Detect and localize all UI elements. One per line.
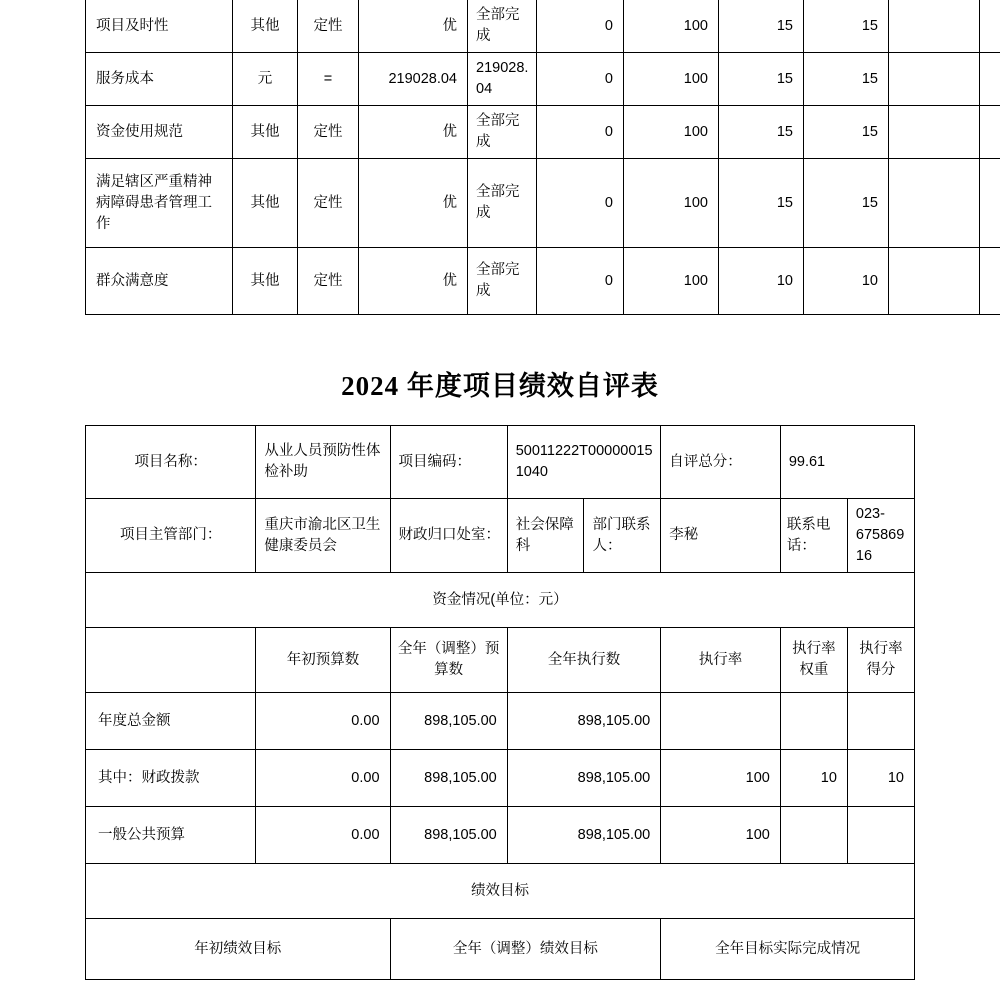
project-self-assessment-table: [85, 425, 915, 980]
indicator-target: 优: [359, 159, 468, 248]
indicator-name: 资金使用规范: [86, 106, 233, 159]
funds-col-weight: 执行率权重: [780, 628, 847, 693]
indicator-blank-2: [980, 53, 1000, 106]
table-row: [86, 248, 1000, 315]
funds-col-blank: [86, 628, 256, 693]
funds-row: [86, 693, 915, 750]
performance-indicator-table: [85, 0, 1000, 315]
fiscal-office-label: 财政归口处室：: [390, 499, 507, 573]
funds-rate: [661, 693, 781, 750]
funds-row-label: 一般公共预算: [86, 807, 256, 864]
indicator-name: 项目及时性: [86, 0, 233, 53]
funds-row-label: 其中：财政拨款: [86, 750, 256, 807]
funds-rate: 100: [661, 750, 781, 807]
indicator-blank-2: [980, 159, 1000, 248]
funds-row: [86, 807, 915, 864]
goals-section-title: 绩效目标: [86, 864, 915, 919]
self-score-value: 99.61: [780, 426, 914, 499]
funds-score: 10: [847, 750, 914, 807]
phone-value: 023-67586916: [847, 499, 914, 573]
funds-col-executed: 全年执行数: [507, 628, 660, 693]
indicator-unit: 其他: [233, 0, 298, 53]
funds-header-row: [86, 628, 915, 693]
indicator-actual: 219028.04: [468, 53, 537, 106]
indicator-rate: 100: [624, 0, 719, 53]
indicator-deviation: 0: [537, 248, 624, 315]
indicator-target: 219028.04: [359, 53, 468, 106]
indicator-deviation: 0: [537, 53, 624, 106]
funds-col-begin: 年初预算数: [256, 628, 390, 693]
funds-weight: 10: [780, 750, 847, 807]
indicator-target: 优: [359, 0, 468, 53]
funds-weight: [780, 807, 847, 864]
indicator-weight: 15: [719, 0, 804, 53]
project-code-value: 50011222T000000151040: [507, 426, 660, 499]
indicator-rate: 100: [624, 53, 719, 106]
indicator-blank-1: [889, 159, 980, 248]
goals-col-actual: 全年目标实际完成情况: [661, 919, 915, 980]
table-row: [86, 0, 1000, 53]
indicator-blank-2: [980, 106, 1000, 159]
indicator-score: 15: [804, 159, 889, 248]
indicator-unit: 其他: [233, 106, 298, 159]
indicator-deviation: 0: [537, 106, 624, 159]
table-row: [86, 106, 1000, 159]
indicator-actual: 全部完成: [468, 248, 537, 315]
funds-adjusted: 898,105.00: [390, 750, 507, 807]
funds-begin: 0.00: [256, 807, 390, 864]
indicator-blank-1: [889, 106, 980, 159]
indicator-weight: 15: [719, 159, 804, 248]
funds-col-adjusted: 全年（调整）预算数: [390, 628, 507, 693]
funds-row: [86, 750, 915, 807]
table-row: [86, 53, 1000, 106]
project-name-value: 从业人员预防性体检补助: [256, 426, 390, 499]
funds-rate: 100: [661, 807, 781, 864]
funds-section-header-row: [86, 573, 915, 628]
indicator-blank-1: [889, 248, 980, 315]
funds-adjusted: 898,105.00: [390, 693, 507, 750]
funds-executed: 898,105.00: [507, 750, 660, 807]
indicator-score: 15: [804, 0, 889, 53]
funds-col-rate: 执行率: [661, 628, 781, 693]
indicator-type: =: [298, 53, 359, 106]
indicator-name: 群众满意度: [86, 248, 233, 315]
indicator-target: 优: [359, 106, 468, 159]
indicator-rate: 100: [624, 106, 719, 159]
contact-value: 李秘: [661, 499, 781, 573]
funds-weight: [780, 693, 847, 750]
indicator-type: 定性: [298, 0, 359, 53]
indicator-target: 优: [359, 248, 468, 315]
funds-adjusted: 898,105.00: [390, 807, 507, 864]
indicator-score: 15: [804, 53, 889, 106]
goals-section-header-row: [86, 864, 915, 919]
indicator-blank-1: [889, 0, 980, 53]
project-info-row: [86, 426, 915, 499]
funds-col-score: 执行率得分: [847, 628, 914, 693]
contact-label: 部门联系人：: [584, 499, 661, 573]
indicator-rate: 100: [624, 248, 719, 315]
indicator-rate: 100: [624, 159, 719, 248]
department-value: 重庆市渝北区卫生健康委员会: [256, 499, 390, 573]
funds-score: [847, 807, 914, 864]
table-row: [86, 159, 1000, 248]
indicator-unit: 其他: [233, 159, 298, 248]
indicator-blank-2: [980, 0, 1000, 53]
indicator-weight: 15: [719, 106, 804, 159]
funds-score: [847, 693, 914, 750]
project-name-label: 项目名称：: [86, 426, 256, 499]
indicator-weight: 15: [719, 53, 804, 106]
indicator-score: 10: [804, 248, 889, 315]
indicator-unit: 其他: [233, 248, 298, 315]
self-score-label: 自评总分：: [661, 426, 781, 499]
page-title: 2024 年度项目绩效自评表: [341, 371, 659, 402]
phone-label: 联系电话：: [780, 499, 847, 573]
indicator-blank-1: [889, 53, 980, 106]
goals-col-initial: 年初绩效目标: [86, 919, 391, 980]
funds-begin: 0.00: [256, 750, 390, 807]
indicator-actual: 全部完成: [468, 0, 537, 53]
funds-row-label: 年度总金额: [86, 693, 256, 750]
indicator-actual: 全部完成: [468, 159, 537, 248]
indicator-actual: 全部完成: [468, 106, 537, 159]
indicator-name: 满足辖区严重精神病障碍患者管理工作: [86, 159, 233, 248]
indicator-name: 服务成本: [86, 53, 233, 106]
fiscal-office-value: 社会保障科: [507, 499, 584, 573]
indicator-type: 定性: [298, 106, 359, 159]
indicator-type: 定性: [298, 248, 359, 315]
department-info-row: [86, 499, 915, 573]
indicator-blank-2: [980, 248, 1000, 315]
project-code-label: 项目编码：: [390, 426, 507, 499]
indicator-type: 定性: [298, 159, 359, 248]
indicator-score: 15: [804, 106, 889, 159]
funds-executed: 898,105.00: [507, 807, 660, 864]
indicator-deviation: 0: [537, 159, 624, 248]
indicator-unit: 元: [233, 53, 298, 106]
indicator-deviation: 0: [537, 0, 624, 53]
funds-executed: 898,105.00: [507, 693, 660, 750]
funds-begin: 0.00: [256, 693, 390, 750]
indicator-weight: 10: [719, 248, 804, 315]
goals-header-row: [86, 919, 915, 980]
funds-section-title: 资金情况(单位：元）: [86, 573, 915, 628]
department-label: 项目主管部门：: [86, 499, 256, 573]
goals-col-adjusted: 全年（调整）绩效目标: [390, 919, 661, 980]
